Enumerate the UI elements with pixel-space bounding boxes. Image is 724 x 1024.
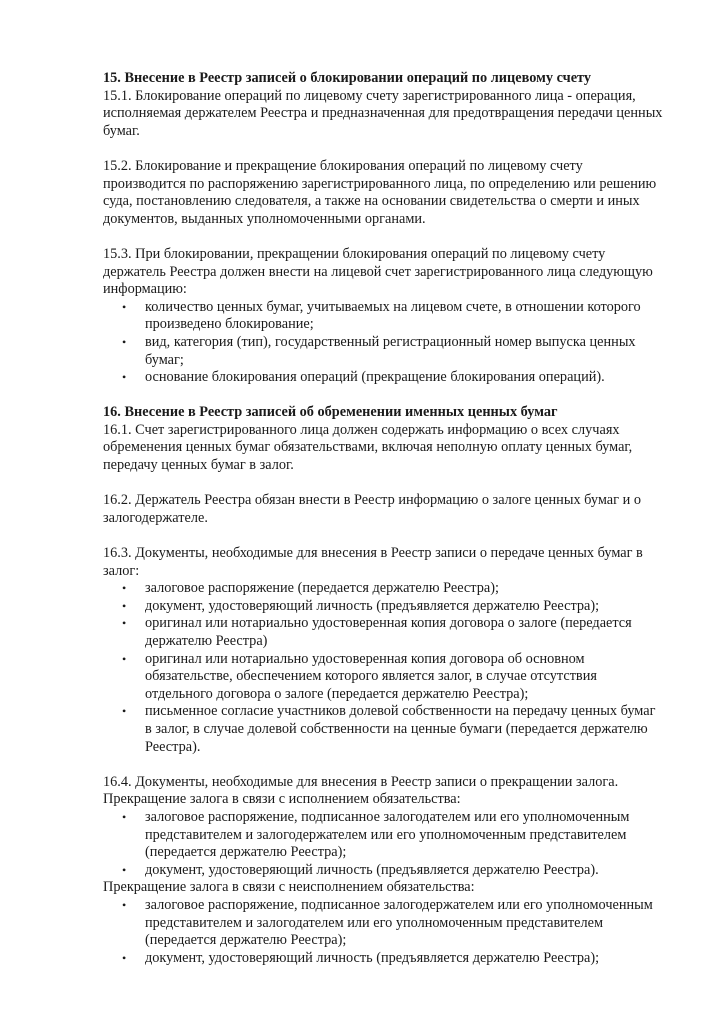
list-item: • документ, удостоверяющий личность (предъявляется держателю Реестра);: [122, 597, 600, 614]
list-16-4-sub2: [103, 897, 664, 967]
section-15-title: 15. Внесение в Реестр записей о блокировании операций по лицевому счету: [103, 70, 592, 86]
list-item: • количество ценных бумаг, учитываемых на лицевом счете, в отношении которого произведено блокирование;: [122, 298, 641, 333]
bullet-icon: •: [122, 897, 127, 912]
list-item: • оригинал или нотариально удостоверенная копия договора об основном обязательстве, обеспечением которого является залог, в случае отсутствия отдельного договора о залоге (передается держателю Реестра);: [122, 650, 597, 702]
bullet-icon: •: [122, 299, 127, 314]
list-item: • залоговое распоряжение, подписанное залогодателем или его уполномоченным представителем и залогодержателем или его уполномоченным представителем (передается держателю Реестра);: [122, 808, 630, 861]
list-item: • вид, категория (тип), государственный регистрационный номер выпуска ценных бумаг;: [122, 333, 636, 368]
paragraph-16-4-sub1: Прекращение залога в связи с исполнением обязательства:: [103, 791, 461, 808]
list-item: • оригинал или нотариально удостоверенная копия договора о залоге (передается держателю Реестра): [122, 615, 632, 649]
bullet-icon: •: [122, 704, 127, 719]
list-16-4-sub1: [103, 809, 664, 879]
bullet-icon: •: [122, 862, 127, 877]
list-item: • залоговое распоряжение, подписанное залогодержателем или его уполномоченным представителем и залогодателем или его уполномоченным представителем (передается держателю Реестра);: [122, 896, 653, 949]
list-item: • документ, удостоверяющий личность (предъявляется держателю Реестра).: [122, 861, 599, 878]
paragraph-15-1: 15.1. Блокирование операций по лицевому счету зарегистрированного лица - операция, исполняемая держателем Реестра и предназначенная для предотвращения передачи ценных бумаг.: [103, 87, 663, 139]
bullet-icon: •: [122, 616, 127, 631]
list-item: • основание блокирования операций (прекращение блокирования операций).: [122, 369, 605, 386]
list-item: • письменное согласие участников долевой собственности на передачу ценных бумаг в залог, в случае долевой собственности на ценные бумаги (передается держателю Реестра).: [122, 703, 656, 755]
bullet-icon: •: [122, 598, 127, 613]
paragraph-15-2: 15.2. Блокирование и прекращение блокирования операций по лицевому счету производится по распоряжению зарегистрированного лица, по определению или решению суда, постановлению следователя, а также на основании свидетельства о смерти и иных документов, выданных уполномоченными органами.: [103, 157, 657, 227]
list-item: • документ, удостоверяющий личность (предъявляется держателю Реестра);: [122, 949, 600, 966]
list-item: • залоговое распоряжение (передается держателю Реестра);: [122, 580, 499, 597]
paragraph-16-1: 16.1. Счет зарегистрированного лица должен содержать информацию о всех случаях обременения ценных бумаг обязательствами, включая неполную оплату ценных бумаг, передачу ценных бумаг в залог.: [103, 421, 633, 474]
bullet-icon: •: [122, 581, 127, 596]
paragraph-16-2: 16.2. Держатель Реестра обязан внести в Реестр информацию о залоге ценных бумаг и о залогодержателе.: [103, 492, 641, 526]
list-16-3: [103, 580, 664, 756]
list-15-3: [103, 299, 664, 387]
bullet-icon: •: [122, 370, 127, 385]
bullet-icon: •: [122, 809, 127, 824]
paragraph-16-4: 16.4. Документы, необходимые для внесения в Реестр записи о прекращении залога.: [103, 773, 619, 790]
bullet-icon: •: [122, 950, 127, 965]
paragraph-16-3: 16.3. Документы, необходимые для внесения в Реестр записи о передаче ценных бумаг в залог:: [103, 545, 643, 579]
bullet-icon: •: [122, 334, 127, 349]
paragraph-15-3: 15.3. При блокировании, прекращении блокирования операций по лицевому счету держатель Реестра должен внести на лицевой счет зарегистрированного лица следующую информацию:: [103, 245, 653, 298]
section-16-title: 16. Внесение в Реестр записей об обременении именных ценных бумаг: [103, 404, 558, 421]
paragraph-16-4-sub2: Прекращение залога в связи с неисполнением обязательства:: [103, 879, 475, 896]
bullet-icon: •: [122, 651, 127, 666]
